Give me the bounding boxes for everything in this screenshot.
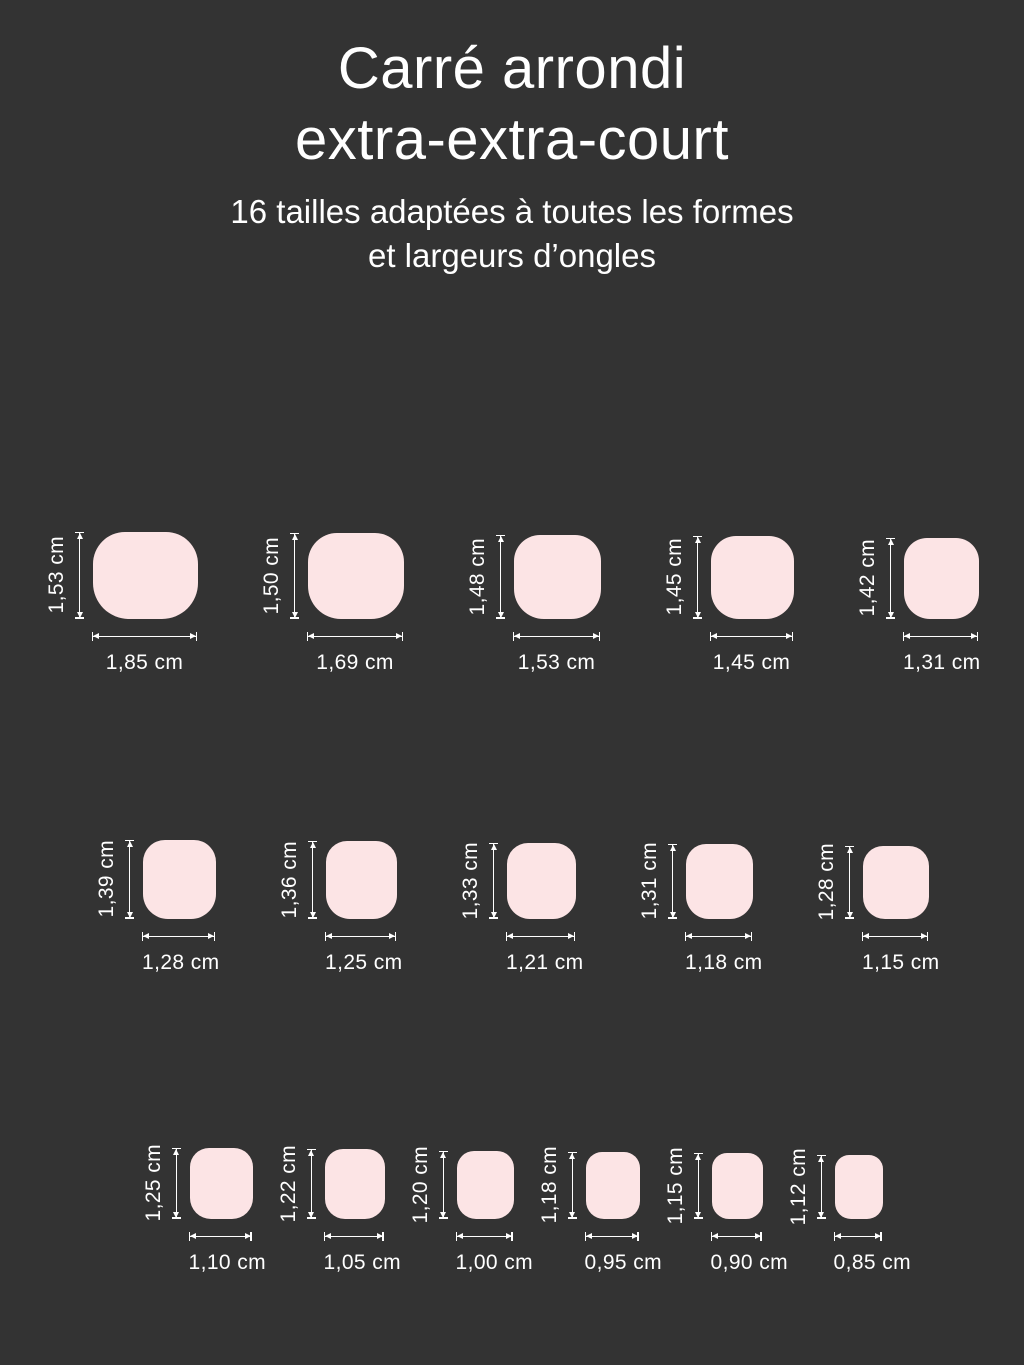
nail-size-item xyxy=(786,1147,911,1275)
height-label: 1,31 cm xyxy=(638,842,661,920)
height-label: 1,45 cm xyxy=(663,538,686,616)
nail-size-item xyxy=(408,1145,533,1275)
nail-shape xyxy=(143,840,216,919)
height-dimension xyxy=(537,1146,577,1224)
nail-shape xyxy=(863,846,929,919)
page-subtitle-line-2: et largeurs d’ongles xyxy=(367,237,656,275)
nail-shape xyxy=(514,535,601,619)
width-label: 1,21 cm xyxy=(506,950,584,974)
height-dimension xyxy=(408,1145,448,1224)
page-title xyxy=(62,34,962,176)
nail-size-item xyxy=(638,842,763,975)
height-dimension xyxy=(663,1146,703,1225)
height-arrow-icon xyxy=(489,843,498,919)
width-dimension xyxy=(711,1232,762,1241)
height-dimension xyxy=(459,843,498,919)
width-dimension xyxy=(506,932,575,941)
height-label: 1,53 cm xyxy=(45,536,68,614)
width-dimension xyxy=(325,932,396,941)
nail-size-item xyxy=(459,841,584,975)
width-dimension xyxy=(513,632,600,641)
width-dimension xyxy=(456,1232,513,1241)
height-dimension xyxy=(95,840,134,919)
nail-size-item xyxy=(276,1144,401,1275)
height-label: 1,20 cm xyxy=(408,1145,432,1224)
height-arrow-icon xyxy=(668,844,677,919)
nail-size-item xyxy=(663,536,794,675)
page-title-line-2: extra-extra-court xyxy=(295,106,729,172)
nail-size-item xyxy=(95,840,220,975)
nail-shape xyxy=(326,841,397,919)
height-arrow-icon xyxy=(75,532,84,619)
width-label: 0,90 cm xyxy=(710,1250,788,1274)
width-label: 1,18 cm xyxy=(685,950,763,974)
nail-size-item xyxy=(141,1144,266,1275)
width-dimension xyxy=(307,632,403,641)
height-arrow-icon xyxy=(125,840,134,919)
height-arrow-icon xyxy=(886,538,895,619)
height-dimension xyxy=(260,533,299,619)
height-arrow-icon xyxy=(308,841,317,919)
width-dimension xyxy=(710,632,793,641)
nail-shape xyxy=(308,533,404,619)
height-arrow-icon xyxy=(845,846,854,919)
height-dimension xyxy=(278,841,317,919)
poster-header xyxy=(0,0,1024,279)
nail-size-grid xyxy=(0,375,1024,1275)
nail-shape xyxy=(904,538,979,619)
nail-size-item xyxy=(260,533,404,675)
height-label: 1,42 cm xyxy=(856,539,879,617)
nail-shape xyxy=(507,843,576,919)
width-dimension xyxy=(189,1232,252,1241)
height-arrow-icon xyxy=(172,1148,181,1219)
height-dimension xyxy=(638,844,677,919)
nail-shape xyxy=(457,1151,514,1219)
page-subtitle-line-1: 16 tailles adaptées à toutes les formes xyxy=(230,192,794,230)
height-label: 1,15 cm xyxy=(663,1146,687,1225)
nail-shape xyxy=(325,1149,385,1219)
height-arrow-icon xyxy=(694,1153,703,1219)
height-label: 1,18 cm xyxy=(537,1146,561,1224)
width-dimension xyxy=(685,932,752,941)
height-dimension xyxy=(45,532,84,619)
height-arrow-icon xyxy=(817,1155,826,1219)
width-label: 1,53 cm xyxy=(517,650,596,674)
nail-shape xyxy=(93,532,198,619)
nail-size-item xyxy=(663,1146,788,1275)
width-label: 1,10 cm xyxy=(188,1250,266,1274)
width-label: 1,15 cm xyxy=(862,950,940,974)
width-label: 0,95 cm xyxy=(584,1250,662,1274)
height-label: 1,25 cm xyxy=(141,1144,165,1222)
nail-size-row xyxy=(0,975,1024,1275)
nail-size-item xyxy=(856,538,979,675)
height-label: 1,48 cm xyxy=(466,537,489,616)
height-label: 1,22 cm xyxy=(276,1144,300,1223)
width-label: 0,85 cm xyxy=(833,1250,911,1274)
nail-size-item xyxy=(45,532,198,675)
nail-size-item xyxy=(278,840,403,975)
width-label: 1,85 cm xyxy=(105,650,184,674)
width-dimension xyxy=(903,632,978,641)
width-dimension xyxy=(324,1232,384,1241)
nail-shape xyxy=(711,536,794,619)
width-label: 1,69 cm xyxy=(316,650,394,674)
nail-size-item xyxy=(537,1146,662,1275)
width-label: 1,31 cm xyxy=(903,650,981,674)
height-dimension xyxy=(466,535,505,619)
nail-shape xyxy=(686,844,753,919)
height-dimension xyxy=(663,536,702,619)
height-dimension xyxy=(141,1144,181,1222)
height-dimension xyxy=(276,1144,316,1223)
height-label: 1,39 cm xyxy=(95,840,118,918)
nail-shape xyxy=(712,1153,763,1219)
page-title-line-1: Carré arrondi xyxy=(337,36,687,101)
width-label: 1,45 cm xyxy=(712,650,791,674)
nail-size-row xyxy=(0,375,1024,675)
nail-size-item xyxy=(815,843,940,975)
height-label: 1,36 cm xyxy=(278,840,301,919)
height-arrow-icon xyxy=(496,535,505,619)
height-label: 1,33 cm xyxy=(459,841,482,920)
height-arrow-icon xyxy=(307,1149,316,1219)
width-dimension xyxy=(142,932,215,941)
width-label: 1,00 cm xyxy=(455,1250,533,1274)
nail-size-item xyxy=(466,535,601,675)
height-arrow-icon xyxy=(568,1152,577,1219)
nail-shape xyxy=(190,1148,253,1219)
width-label: 1,28 cm xyxy=(142,950,220,974)
width-dimension xyxy=(585,1232,639,1241)
page-subtitle xyxy=(102,190,922,279)
width-dimension xyxy=(862,932,928,941)
height-label: 1,50 cm xyxy=(260,536,283,615)
height-label: 1,12 cm xyxy=(786,1147,810,1226)
nail-shape xyxy=(586,1152,640,1219)
height-arrow-icon xyxy=(290,533,299,619)
width-dimension xyxy=(92,632,197,641)
width-dimension xyxy=(834,1232,882,1241)
width-label: 1,25 cm xyxy=(325,950,403,974)
height-dimension xyxy=(815,843,854,921)
nail-size-row xyxy=(0,675,1024,975)
nail-shape xyxy=(835,1155,883,1219)
height-label: 1,28 cm xyxy=(815,843,838,921)
height-dimension xyxy=(786,1147,826,1226)
height-arrow-icon xyxy=(439,1151,448,1219)
height-dimension xyxy=(856,538,895,619)
height-arrow-icon xyxy=(693,536,702,619)
width-label: 1,05 cm xyxy=(323,1250,401,1274)
